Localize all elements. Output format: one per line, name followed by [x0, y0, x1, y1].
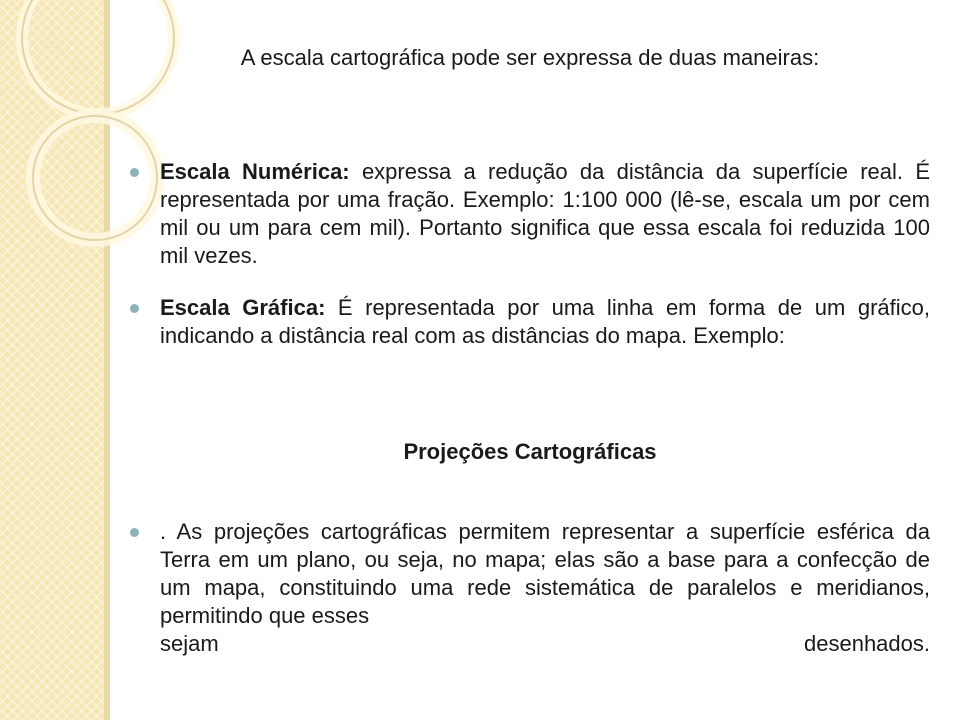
last-word-right: desenhados. — [804, 631, 930, 656]
bullet-body: É representada por uma linha em forma de um gráfico, indicando a distância real com as distâncias do mapa. Exemplo: — [160, 295, 931, 348]
section-heading: Projeções Cartográficas — [403, 439, 657, 464]
bullet-dot-icon — [130, 168, 139, 177]
bullet-label: Escala Gráfica: — [160, 295, 326, 320]
bullet-dot-icon — [130, 528, 139, 537]
bullet-text — [160, 158, 930, 270]
bullet-item-projections — [130, 518, 930, 658]
bullet-item-graphic-scale — [130, 294, 930, 350]
bullet-dot-icon — [130, 304, 139, 313]
paragraph-body: . As projeções cartográficas permitem representar a superfície esférica da Terra em um plano, ou seja, no mapa; elas são a base para a confecção de um mapa, constituindo uma rede sistemática de paralelos e meridianos, permitindo que esses — [160, 519, 930, 628]
bullet-text — [160, 518, 930, 658]
paragraph-last-line — [160, 630, 930, 658]
bullet-item-numeric-scale — [130, 158, 930, 270]
bullet-label: Escala Numérica: — [160, 159, 350, 184]
bullet-body: expressa a redução da distância da superfície real. É representada por uma fração. Exemplo: 1:100 000 (lê-se, escala um por cem mil ou um para cem mil). Portanto significa que essa escala foi reduzida 100 mil vezes. — [160, 159, 931, 268]
bullet-text — [160, 294, 930, 350]
slide-title: A escala cartográfica pode ser expressa de duas maneiras: — [240, 45, 820, 70]
last-word-left: sejam — [160, 631, 219, 656]
